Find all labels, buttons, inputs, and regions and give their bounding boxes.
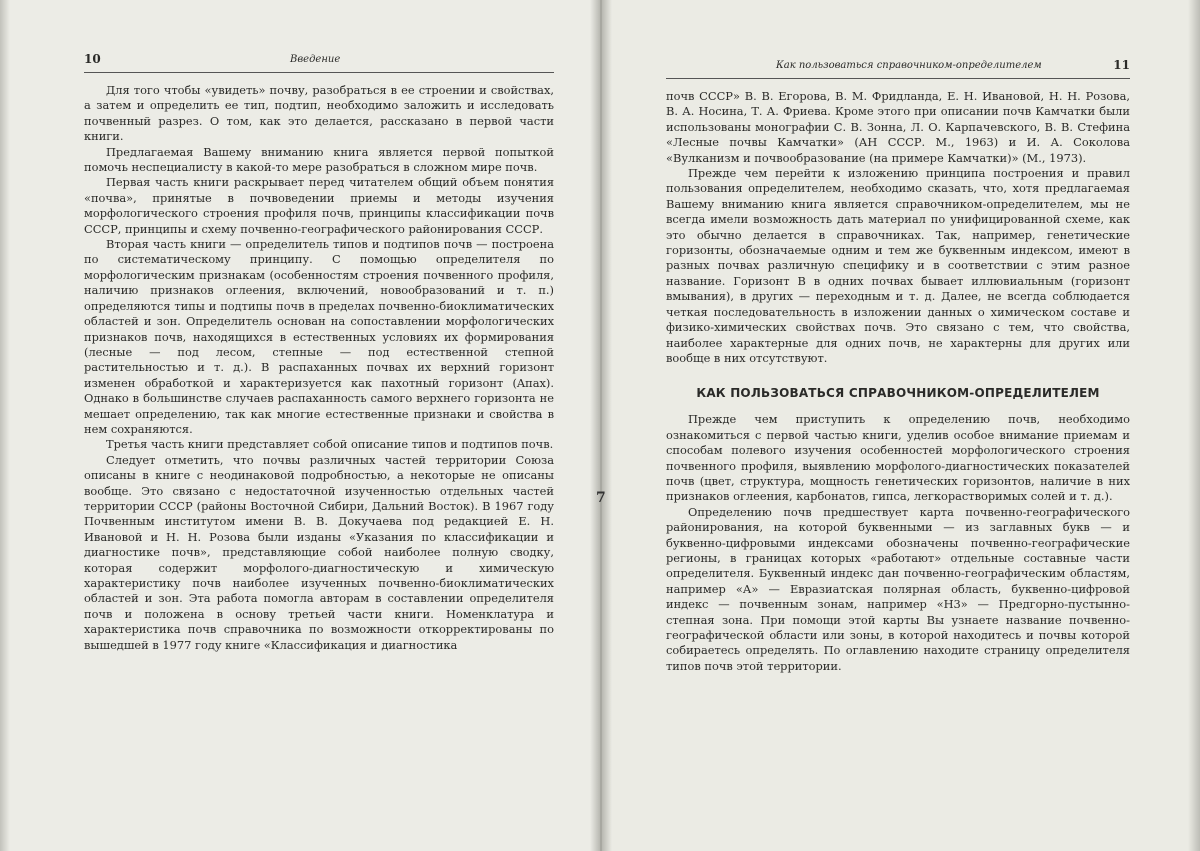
- left-running-head-title: Введение: [290, 54, 341, 65]
- paragraph: Предлагаемая Вашему вниманию книга является первой попыткой помочь неспециалисту в какой-то мере разобраться в сложном мире почв.: [84, 144, 554, 175]
- paragraph: почв СССР» В. В. Егорова, В. М. Фридланда, Е. Н. Ивановой, Н. Н. Розова, В. А. Носина, Т. А. Фриева. Кроме этого при описании почв Камчатки были использованы монографии С. В. Зонна, Л. О. Карпачевского, В. В. Стефина «Лесные почвы Камчатки» (АН СССР. М., 1963) и И. А. Соколова «Вулканизм и почвообразование (на примере Камчатки)» (М., 1973).: [666, 89, 1130, 165]
- right-page-body: [666, 89, 1130, 674]
- paragraph: Третья часть книги представляет собой описание типов и подтипов почв.: [106, 437, 554, 452]
- left-page-edge: [0, 0, 10, 851]
- right-running-head: [666, 58, 1130, 79]
- right-page: [600, 0, 1200, 851]
- paragraph: Прежде чем перейти к изложению принципа построения и правил пользования определителем, необходимо сказать, что, хотя предлагаемая Вашему вниманию книга является справочником-определителем, мы не всегда имели возможность дать материал по унифицированной схеме, как это обычно делается в справочниках. Так, например, генетические горизонты, обозначаемые одним и тем же буквенным индексом, имеют в разных почвах различную специфику и в соответствии с этим разное название. Горизонт В в одних почвах бывает иллювиальным (горизонт вмывания), в других — переходным и т. д. Далее, не всегда соблюдается четкая последовательность в изложении данных о химическом составе и физико-химических свойствах почв. Это связано с тем, что свойства, наиболее характерные для одних почв, не характерны для других или вообще в них отсутствуют.: [666, 166, 1130, 365]
- gutter-mark: 7: [596, 490, 606, 506]
- paragraph: Для того чтобы «увидеть» почву, разобраться в ее строении и свойствах, а затем и определить ее тип, подтип, необходимо заложить и исследовать почвенный разрез. О том, как это делается, рассказано в первой части книги.: [84, 83, 554, 144]
- right-page-number: 11: [1113, 58, 1130, 72]
- book-gutter: [590, 0, 612, 851]
- paragraph: Определению почв предшествует карта почвенно-географического районирования, на которой буквенными — из заглавных букв — и буквенно-цифровыми индексами обозначены почвенно-географические регионы, в границах которых «работают» отдельные составные части определителя. Буквенный индекс дан почвенно-географическим областям, например «А» — Евразиатская полярная область, буквенно-цифровой индекс — почвенным зонам, например «Н3» — Предгорно-пустынно-степная зона. При помощи этой карты Вы узнаете название почвенно-географической области или зоны, в которой находитесь и почвы которой собираетесь определять. По оглавлению находите страницу определителя типов почв этой территории.: [666, 504, 1130, 673]
- paragraph: Первая часть книги раскрывает перед читателем общий объем понятия «почва», принятые в почвоведении приемы и методы изучения морфологического строения профиля почв, принципы классификации почв СССР, принципы и схему почвенно-географического районирования СССР.: [84, 175, 554, 236]
- paragraph: Вторая часть книги — определитель типов и подтипов почв — построена по систематическому принципу. С помощью определителя по морфологическим признакам (особенностям строения почвенного профиля, наличию признаков оглеения, включений, новообразований и т. п.) определяются типы и подтипы почв в пределах почвенно-биоклиматических областей и зон. Определитель основан на сопоставлении морфологических признаков почв, находящихся в естественных условиях их формирования (лесные — под лесом, степные — под естественной степной растительностью и т. д.). В распаханных почвах их верхний горизонт изменен обработкой и характеризуется как пахотный горизонт (Aпах). Однако в большинстве случаев распаханность самого верхнего горизонта не мешает определению, так как многие естественные признаки и свойства в нем сохраняются.: [84, 237, 554, 436]
- right-running-head-title: Как пользоваться справочником-определителем: [776, 60, 1042, 71]
- left-page-body: [84, 83, 554, 653]
- right-page-edge: [1188, 0, 1200, 851]
- paragraph: Прежде чем приступить к определению почв, необходимо ознакомиться с первой частью книги, уделив особое внимание приемам и способам полевого изучения особенностей морфологического строения почвенного профиля, выявлению морфолого-диагностических показателей почв (цвет, структура, мощность генетических горизонтов, наличие в них признаков оглеения, карбонатов, гипса, легкорастворимых солей и т. д.).: [666, 412, 1130, 504]
- section-heading: КАК ПОЛЬЗОВАТЬСЯ СПРАВОЧНИКОМ-ОПРЕДЕЛИТЕЛЕМ: [696, 386, 1100, 401]
- paragraph: Следует отметить, что почвы различных частей территории Союза описаны в книге с неодинаковой подробностью, а некоторые не описаны вообще. Это связано с недостаточной изученностью отдельных частей территории СССР (районы Восточной Сибири, Дальний Восток). В 1967 году Почвенным институтом имени В. В. Докучаева под редакцией Е. Н. Ивановой и Н. Н. Розова были изданы «Указания по классификации и диагностике почв», представляющие собой наиболее полную сводку, которая содержит морфолого-диагностическую и химическую характеристику почв наиболее изученных почвенно-биоклиматических областей и зон. Эта работа помогла авторам в составлении определителя почв и положена в основу третьей части книги. Номенклатура и характеристика почв справочника по возможности откорректированы по вышедшей в 1977 году книге «Классификация и диагностика: [84, 452, 554, 652]
- left-page-number: 10: [84, 52, 101, 66]
- left-running-head: [84, 52, 554, 73]
